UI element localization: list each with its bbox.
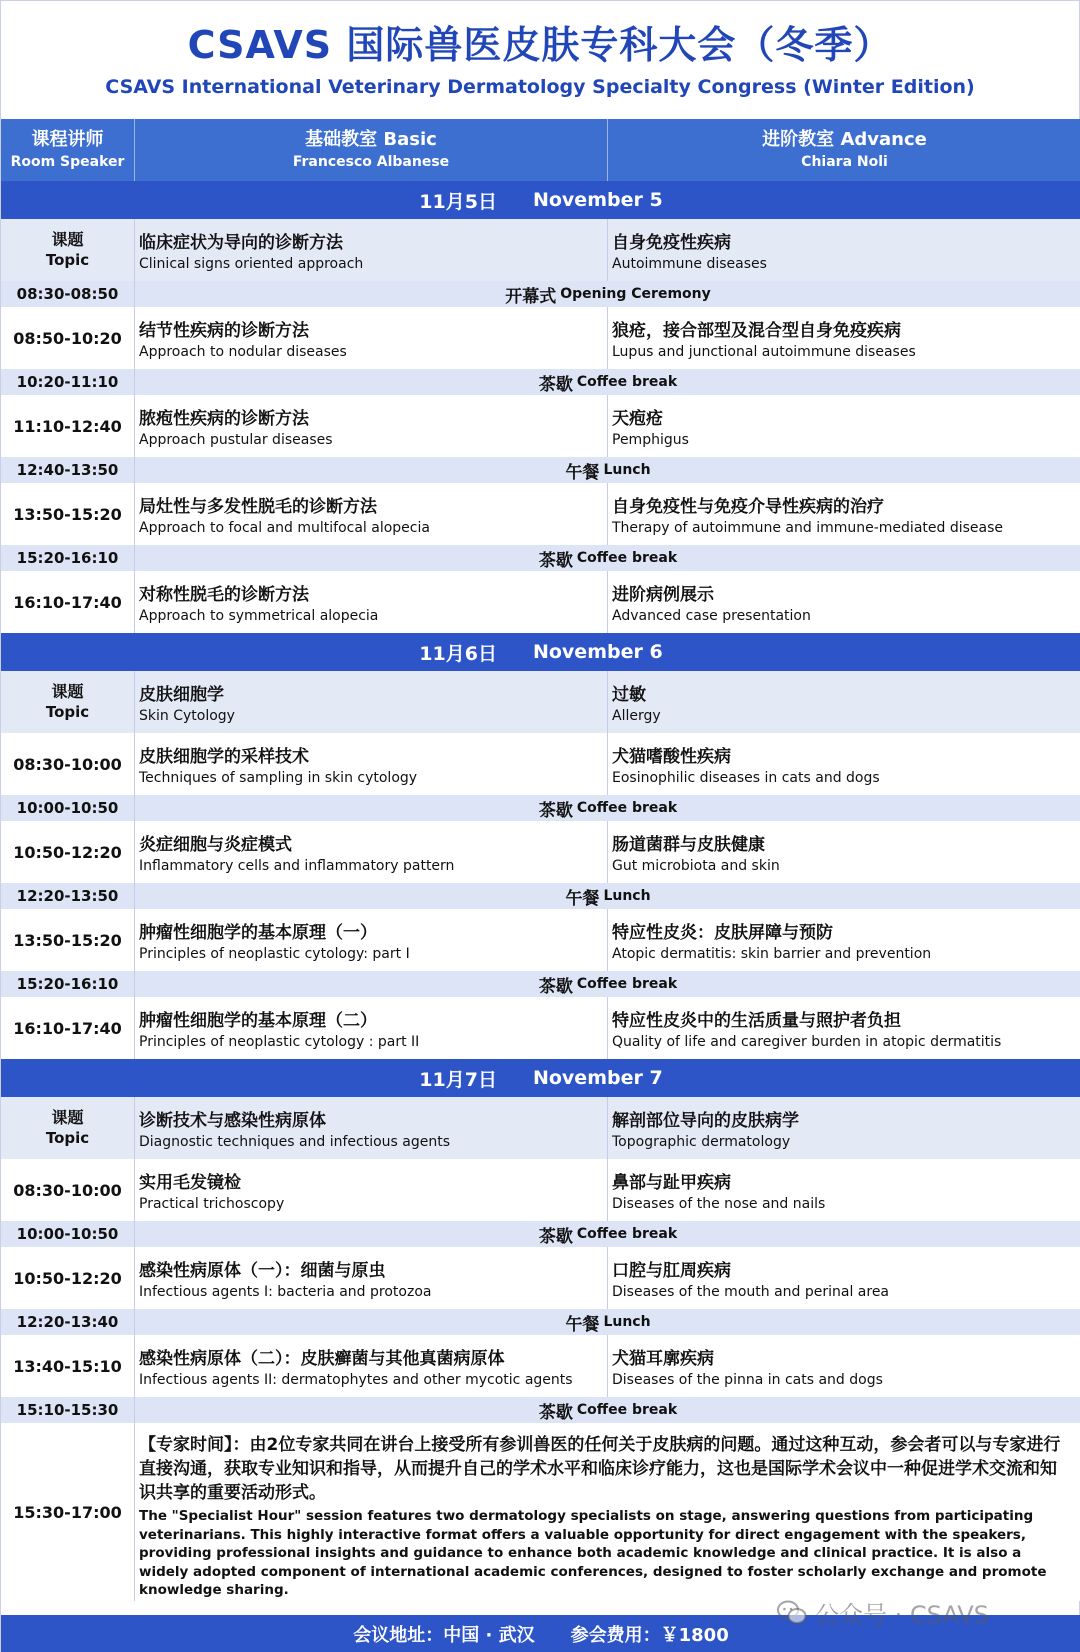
- column-header-en: Room Speaker: [10, 154, 125, 170]
- break-label-en: Lunch: [603, 462, 651, 478]
- session-row: [1, 307, 1080, 369]
- session-advance: [608, 1335, 1080, 1397]
- break-row: [1, 883, 1080, 909]
- session-title-cn: 特应性皮炎中的生活质量与照护者负担: [612, 1011, 901, 1031]
- break-label-cn: 茶歇: [538, 1402, 573, 1423]
- session-row: [1, 1247, 1080, 1309]
- session-title-en: Principles of neoplastic cytology : part II: [139, 1034, 420, 1050]
- break-label: [135, 545, 1080, 571]
- day-header: [1, 1059, 1080, 1097]
- session-title-en: Infectious agents I: bacteria and protozoa: [139, 1284, 432, 1300]
- session-basic: [135, 395, 608, 457]
- session-title-cn: 实用毛发镜检: [139, 1173, 241, 1193]
- time-slot: 08:30-10:00: [1, 1159, 135, 1221]
- session-title-en: Diseases of the pinna in cats and dogs: [612, 1372, 883, 1388]
- session-title-cn: 自身免疫性与免疫介导性疾病的治疗: [612, 497, 884, 517]
- session-title-en: Approach to focal and multifocal alopecia: [139, 520, 430, 536]
- session-title-cn: 天疱疮: [612, 409, 663, 429]
- session-row: [1, 395, 1080, 457]
- session-title-en: Therapy of autoimmune and immune-mediated disease: [612, 520, 1004, 536]
- topic-label: [1, 219, 135, 281]
- session-row: [1, 821, 1080, 883]
- session-title-cn: 狼疮，接合部型及混合型自身免疫疾病: [612, 321, 901, 341]
- break-label-en: Coffee break: [576, 800, 678, 816]
- time-slot: 13:50-15:20: [1, 909, 135, 971]
- break-label: [135, 1221, 1080, 1247]
- session-title-en: Approach to nodular diseases: [139, 344, 347, 360]
- break-row: [1, 545, 1080, 571]
- session-advance: [608, 909, 1080, 971]
- session-title-en: Allergy: [612, 708, 661, 724]
- session-title-en: Principles of neoplastic cytology: part I: [139, 946, 410, 962]
- break-label-cn: 开幕式: [505, 286, 557, 307]
- topic-label-cn: 课题: [51, 682, 84, 701]
- break-row: [1, 1397, 1080, 1423]
- session-title-en: Inflammatory cells and inflammatory pattern: [139, 858, 455, 874]
- break-label-en: Opening Ceremony: [560, 286, 711, 302]
- break-label: [135, 369, 1080, 395]
- session-row: [1, 909, 1080, 971]
- break-row: [1, 1309, 1080, 1335]
- session-title-en: Skin Cytology: [139, 708, 235, 724]
- session-title-cn: 局灶性与多发性脱毛的诊断方法: [139, 497, 377, 517]
- session-title-cn: 进阶病例展示: [612, 585, 714, 605]
- session-title-cn: 感染性病原体（二）：皮肤癣菌与其他真菌病原体: [139, 1349, 505, 1369]
- break-row: [1, 1221, 1080, 1247]
- time-slot: 10:00-10:50: [1, 1221, 135, 1247]
- break-label-cn: 茶歇: [538, 550, 573, 571]
- topic-label-en: Topic: [45, 1129, 90, 1147]
- session-basic: [135, 1159, 608, 1221]
- session-basic: [135, 997, 608, 1059]
- time-slot: 08:30-10:00: [1, 733, 135, 795]
- watermark-text: 公众号 · CSAVS: [815, 1601, 989, 1629]
- column-header-basic: [135, 119, 608, 181]
- session-title-en: Lupus and junctional autoimmune diseases: [612, 344, 916, 360]
- session-title-cn: 肠道菌群与皮肤健康: [612, 835, 765, 855]
- break-label: [135, 457, 1080, 483]
- time-slot: 08:30-08:50: [1, 281, 135, 307]
- break-label-cn: 茶歇: [538, 800, 573, 821]
- time-slot: 10:50-12:20: [1, 1247, 135, 1309]
- break-label-cn: 午餐: [565, 1314, 600, 1335]
- break-label-en: Coffee break: [576, 374, 678, 390]
- session-advance: [608, 483, 1080, 545]
- session-row: [1, 571, 1080, 633]
- session-row: [1, 483, 1080, 545]
- column-header-cn: 进阶教室 Advance: [762, 129, 927, 150]
- session-title-cn: 解剖部位导向的皮肤病学: [612, 1111, 799, 1131]
- topic-row: [1, 219, 1080, 281]
- time-slot: 15:30-17:00: [1, 1423, 135, 1601]
- column-header-cn: 课程讲师: [31, 129, 104, 150]
- topic-advance: [608, 671, 1080, 733]
- session-row: [1, 1335, 1080, 1397]
- time-slot: 10:50-12:20: [1, 821, 135, 883]
- fee-text: 参会费用：￥1800: [570, 1625, 729, 1646]
- session-title-cn: 口腔与肛周疾病: [612, 1261, 731, 1281]
- break-label-en: Lunch: [603, 888, 651, 904]
- topic-label-cn: 课题: [51, 1108, 84, 1127]
- session-title-en: Advanced case presentation: [612, 608, 811, 624]
- topic-label: [1, 671, 135, 733]
- session-title-cn: 脓疱性疾病的诊断方法: [139, 409, 309, 429]
- day-header: [1, 181, 1080, 219]
- session-title-en: Atopic dermatitis: skin barrier and prevention: [612, 946, 932, 962]
- session-title-en: Quality of life and caregiver burden in atopic dermatitis: [612, 1034, 1002, 1050]
- session-row: [1, 997, 1080, 1059]
- session-basic: [135, 571, 608, 633]
- time-slot: 12:20-13:50: [1, 883, 135, 909]
- session-basic: [135, 821, 608, 883]
- day-date-cn: 11月5日: [419, 190, 497, 213]
- time-slot: 15:20-16:10: [1, 545, 135, 571]
- specialist-hour-text-cn: 【专家时间】：由2位专家共同在讲台上接受所有参训兽医的任何关于皮肤病的问题。通过这种互动，参会者可以与专家进行直接沟通，获取专业知识和指导，从而提升自己的学术水平和临床诊疗能力，这也是国际学术会议中一种促进学术交流和知识共享的重要活动形式。: [139, 1435, 1061, 1503]
- session-title-en: Autoimmune diseases: [612, 256, 767, 272]
- day-date-en: November 6: [532, 641, 663, 663]
- topic-basic: [135, 671, 608, 733]
- session-title-en: Diseases of the mouth and perinal area: [612, 1284, 890, 1300]
- time-slot: 12:20-13:40: [1, 1309, 135, 1335]
- break-row: [1, 281, 1080, 307]
- session-title-cn: 炎症细胞与炎症模式: [139, 835, 292, 855]
- session-basic: [135, 1335, 608, 1397]
- session-title-cn: 结节性疾病的诊断方法: [139, 321, 309, 341]
- session-advance: [608, 1159, 1080, 1221]
- break-label: [135, 1397, 1080, 1423]
- time-slot: 11:10-12:40: [1, 395, 135, 457]
- topic-label-cn: 课题: [51, 230, 84, 249]
- break-label: [135, 883, 1080, 909]
- break-label-cn: 午餐: [565, 888, 600, 909]
- session-title-cn: 特应性皮炎：皮肤屏障与预防: [612, 923, 833, 943]
- session-basic: [135, 733, 608, 795]
- break-label-en: Coffee break: [576, 1226, 678, 1242]
- session-basic: [135, 909, 608, 971]
- session-advance: [608, 821, 1080, 883]
- session-title-en: Infectious agents II: dermatophytes and other mycotic agents: [139, 1372, 573, 1388]
- watermark: [777, 1595, 989, 1630]
- session-title-en: Pemphigus: [612, 432, 689, 448]
- wechat-icon: [777, 1600, 807, 1626]
- time-slot: 16:10-17:40: [1, 997, 135, 1059]
- session-title-en: Approach to symmetrical alopecia: [139, 608, 379, 624]
- specialist-hour-description: [135, 1423, 1080, 1601]
- time-slot: 10:20-11:10: [1, 369, 135, 395]
- time-slot: 12:40-13:50: [1, 457, 135, 483]
- venue-text: 会议地址：中国 · 武汉: [353, 1625, 535, 1646]
- session-title-cn: 肿瘤性细胞学的基本原理（一）: [139, 923, 377, 943]
- session-row: [1, 1159, 1080, 1221]
- session-advance: [608, 571, 1080, 633]
- session-title-cn: 皮肤细胞学: [139, 685, 224, 705]
- day-date-cn: 11月6日: [419, 642, 497, 665]
- session-title-en: Diagnostic techniques and infectious agents: [139, 1134, 451, 1150]
- break-label-cn: 茶歇: [538, 374, 573, 395]
- session-advance: [608, 733, 1080, 795]
- break-row: [1, 457, 1080, 483]
- day-date-en: November 5: [532, 189, 663, 211]
- column-header-cn: 基础教室 Basic: [305, 129, 437, 150]
- topic-advance: [608, 1097, 1080, 1159]
- session-title-en: Techniques of sampling in skin cytology: [139, 770, 418, 786]
- day-date-cn: 11月7日: [419, 1068, 497, 1091]
- session-basic: [135, 483, 608, 545]
- session-title-cn: 犬猫嗜酸性疾病: [612, 747, 731, 767]
- time-slot: 10:00-10:50: [1, 795, 135, 821]
- break-label: [135, 281, 1080, 307]
- session-title-cn: 对称性脱毛的诊断方法: [139, 585, 309, 605]
- break-label-cn: 茶歇: [538, 976, 573, 997]
- session-title-cn: 感染性病原体（一）：细菌与原虫: [139, 1261, 386, 1281]
- topic-row: [1, 1097, 1080, 1159]
- session-title-cn: 皮肤细胞学的采样技术: [139, 747, 309, 767]
- session-title-cn: 鼻部与趾甲疾病: [612, 1173, 731, 1193]
- break-row: [1, 795, 1080, 821]
- topic-basic: [135, 1097, 608, 1159]
- break-label-cn: 茶歇: [538, 1226, 573, 1247]
- column-header-room-speaker: [1, 119, 135, 181]
- column-header-speaker: Chiara Noli: [801, 154, 888, 170]
- column-header-advance: [608, 119, 1080, 181]
- page-subtitle: CSAVS International Veterinary Dermatology Specialty Congress (Winter Edition): [105, 76, 975, 98]
- session-advance: [608, 395, 1080, 457]
- time-slot: 13:50-15:20: [1, 483, 135, 545]
- session-title-en: Approach pustular diseases: [139, 432, 333, 448]
- page-header: [1, 1, 1079, 119]
- specialist-hour-text-en: The "Specialist Hour" session features two dermatology specialists on stage, answering questions from participating veterinarians. This highly interactive format offers a valuable opportunity for direct engagement with the speakers, providing professional insights and guidance to enhance both academic knowledge and clinical practice. It is also a widely adopted component of international academic conferences, designed to foster scholarly exchange and promote knowledge sharing.: [139, 1508, 1047, 1598]
- topic-label-en: Topic: [45, 251, 90, 269]
- session-title-cn: 犬猫耳廓疾病: [612, 1349, 714, 1369]
- session-title-cn: 自身免疫性疾病: [612, 233, 731, 253]
- session-title-en: Diseases of the nose and nails: [612, 1196, 826, 1212]
- break-label-en: Coffee break: [576, 976, 678, 992]
- time-slot: 16:10-17:40: [1, 571, 135, 633]
- column-header-speaker: Francesco Albanese: [292, 154, 450, 170]
- topic-label-en: Topic: [45, 703, 90, 721]
- break-label: [135, 795, 1080, 821]
- session-row: [1, 733, 1080, 795]
- page-title: CSAVS 国际兽医皮肤专科大会（冬季）: [187, 23, 893, 67]
- time-slot: 15:20-16:10: [1, 971, 135, 997]
- column-header-row: [1, 119, 1080, 181]
- session-title-en: Practical trichoscopy: [139, 1196, 285, 1212]
- break-label: [135, 971, 1080, 997]
- break-label-en: Coffee break: [576, 1402, 678, 1418]
- topic-label: [1, 1097, 135, 1159]
- topic-row: [1, 671, 1080, 733]
- session-advance: [608, 1247, 1080, 1309]
- session-title-en: Eosinophilic diseases in cats and dogs: [612, 770, 880, 786]
- topic-basic: [135, 219, 608, 281]
- break-label-en: Lunch: [603, 1314, 651, 1330]
- session-basic: [135, 1247, 608, 1309]
- session-basic: [135, 307, 608, 369]
- break-row: [1, 369, 1080, 395]
- session-advance: [608, 307, 1080, 369]
- specialist-hour-row: [1, 1423, 1080, 1601]
- session-title-cn: 诊断技术与感染性病原体: [139, 1111, 326, 1131]
- session-advance: [608, 997, 1080, 1059]
- break-label-cn: 午餐: [565, 462, 600, 483]
- time-slot: 08:50-10:20: [1, 307, 135, 369]
- break-label: [135, 1309, 1080, 1335]
- time-slot: 15:10-15:30: [1, 1397, 135, 1423]
- day-date-en: November 7: [532, 1067, 663, 1089]
- topic-advance: [608, 219, 1080, 281]
- day-header: [1, 633, 1080, 671]
- session-title-cn: 肿瘤性细胞学的基本原理（二）: [139, 1011, 377, 1031]
- time-slot: 13:40-15:10: [1, 1335, 135, 1397]
- break-row: [1, 971, 1080, 997]
- session-title-cn: 过敏: [612, 685, 646, 705]
- session-title-en: Topographic dermatology: [612, 1134, 791, 1150]
- session-title-en: Clinical signs oriented approach: [139, 256, 364, 272]
- break-label-en: Coffee break: [576, 550, 678, 566]
- session-title-en: Gut microbiota and skin: [612, 858, 780, 874]
- session-title-cn: 临床症状为导向的诊断方法: [139, 233, 343, 253]
